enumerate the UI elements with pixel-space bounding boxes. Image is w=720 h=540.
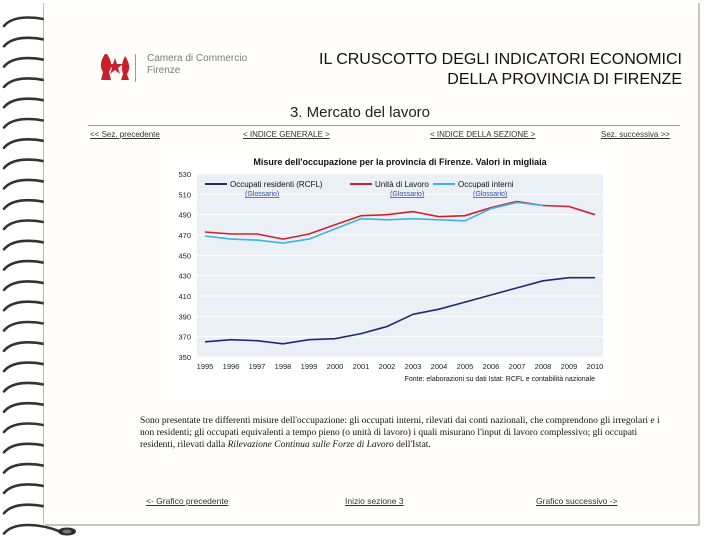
x-tick-label: 2008 <box>534 362 552 371</box>
page-title-line2: DELLA PROVINCIA DI FIRENZE <box>447 71 682 88</box>
y-tick-label: 470 <box>178 231 191 240</box>
chart-title: Misure dell'occupazione per la provincia di Firenze. Valori in migliaia <box>253 157 547 167</box>
y-tick-label: 430 <box>178 271 191 281</box>
y-tick-label: 490 <box>178 210 191 220</box>
page-title <box>242 50 682 90</box>
y-tick-label: 530 <box>178 170 191 179</box>
x-tick-label: 2000 <box>326 362 344 371</box>
section-index-link[interactable]: < INDICE DELLA SEZIONE > <box>430 130 536 139</box>
general-index-link[interactable]: < INDICE GENERALE > <box>243 130 330 139</box>
page-title-line1: IL CRUSCOTTO DEGLI INDICATORI ECONOMICI <box>319 51 682 68</box>
logo-text-line1: Camera di Commercio <box>147 53 248 64</box>
x-tick-label: 2002 <box>378 362 396 371</box>
x-tick-label: 1997 <box>248 362 266 371</box>
next-section-link[interactable]: Sez. successiva >> <box>601 130 670 139</box>
x-tick-label: 1998 <box>274 362 292 371</box>
glossary-link[interactable]: (Glossario) <box>473 191 508 198</box>
next-chart-link[interactable]: Grafico successivo -> <box>536 496 618 506</box>
x-tick-label: 2009 <box>560 362 578 371</box>
description-end: dell'Istat. <box>393 440 431 450</box>
glossary-link[interactable]: (Glossario) <box>245 191 280 198</box>
section-title: 3. Mercato del lavoro <box>289 104 431 121</box>
y-tick-label: 370 <box>178 332 191 342</box>
section-start-link[interactable]: Inizio sezione 3 <box>345 496 404 506</box>
y-tick-label: 410 <box>178 292 191 301</box>
legend-label: Occupati interni <box>458 180 514 189</box>
employment-line-chart <box>165 152 613 400</box>
prev-chart-link[interactable]: <- Grafico precedente <box>146 496 229 506</box>
y-tick-label: 510 <box>178 190 191 200</box>
y-tick-label: 350 <box>178 353 191 362</box>
y-tick-label: 390 <box>178 312 191 322</box>
chart-source: Fonte: elaborazioni su dati Istat: RCFL e contabilità nazionale <box>404 376 595 383</box>
x-tick-label: 1995 <box>196 362 214 371</box>
x-tick-label: 2004 <box>430 362 448 371</box>
x-tick-label: 2010 <box>586 362 604 371</box>
x-tick-label: 1999 <box>300 362 318 371</box>
chart-container <box>165 152 613 400</box>
description-text: Sono presentate tre differenti misure dell'occupazione: gli occupati interni, rilevati dai conti nazionali, che comprendono gli irregolari e i non residenti; gli occupati equivalenti a tempo pieno (o unità di lavoro) i quali misurano l'input di lavoro complessivo; gli occupati residenti, rilevati dalla <box>140 416 660 450</box>
plot-area <box>197 174 603 357</box>
x-tick-label: 2005 <box>456 362 474 371</box>
glossary-link[interactable]: (Glossario) <box>390 191 425 198</box>
legend-label: Unità di Lavoro <box>375 180 429 189</box>
x-tick-label: 2006 <box>482 362 500 371</box>
y-tick-label: 450 <box>178 251 191 261</box>
prev-section-link[interactable]: << Sez. precedente <box>90 130 160 139</box>
x-tick-label: 2001 <box>352 362 370 371</box>
logo-text-line2: Firenze <box>147 65 181 76</box>
description-italic: Rilevazione Continua sulle Forze di Lavoro <box>227 440 394 450</box>
x-tick-label: 2007 <box>508 362 526 371</box>
legend-label: Occupati residenti (RCFL) <box>230 180 323 189</box>
x-tick-label: 1996 <box>222 362 240 371</box>
spiral-ring <box>4 525 76 536</box>
logo-text <box>147 53 247 77</box>
header-divider <box>88 125 680 126</box>
x-tick-label: 2003 <box>404 362 422 371</box>
description-paragraph <box>140 415 660 451</box>
